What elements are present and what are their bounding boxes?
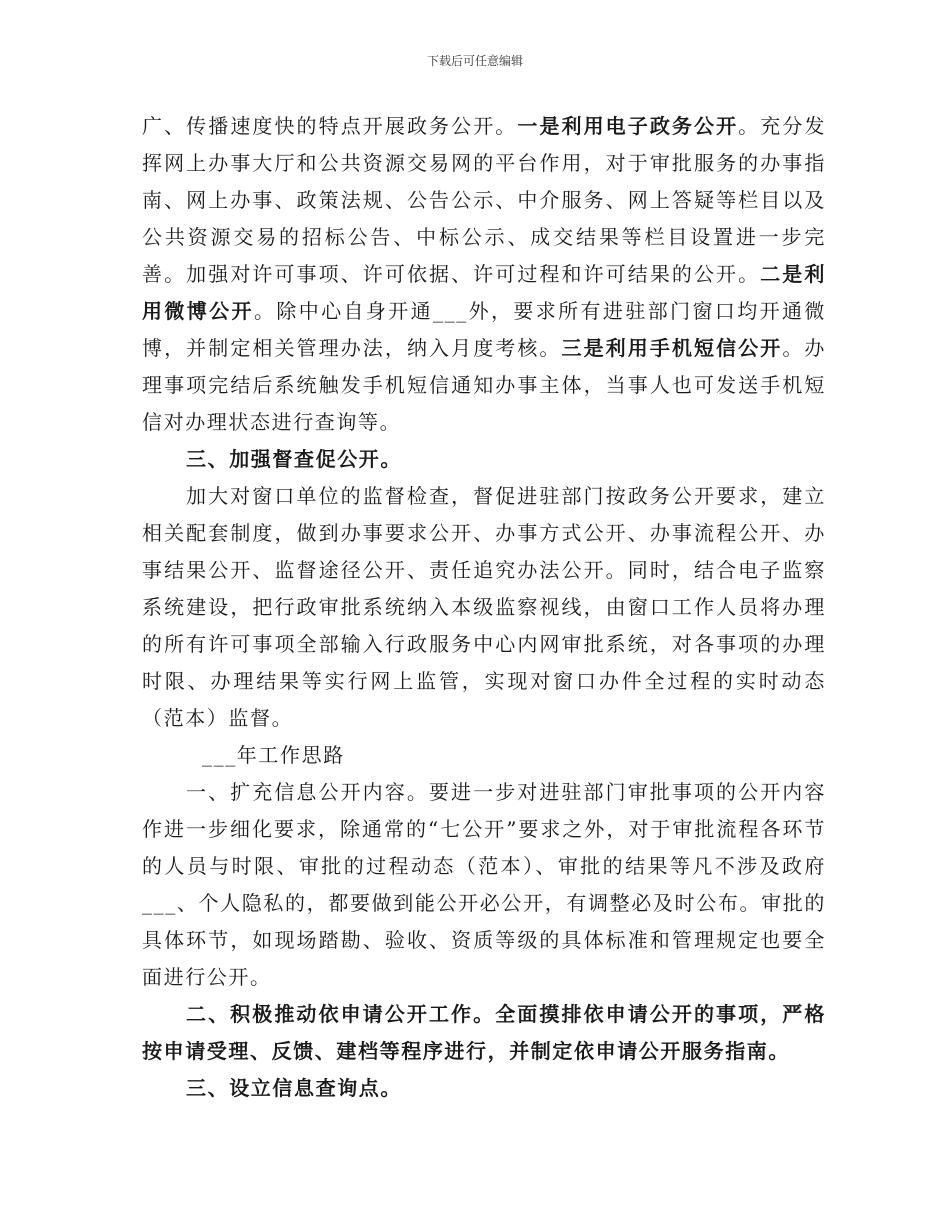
text-run: 。充分发挥网上办事大厅和公共资源交易网的平台作用，对于审批服务的办事指南、网上办事、政策法规、公告公示、中介服务、网上答疑等栏目以及公共资源交易的招标公告、中标公示、成交结果等栏目设置进一步完善。加强对许可事项、许可依据、许可过程和许可结果的公开。 — [142, 114, 826, 286]
section-heading-query-point: 三、设立信息查询点。 — [186, 1076, 402, 1100]
text-run: 广、传播速度快的特点开展政务公开。 — [142, 114, 518, 138]
text-run: 。办理事项完结后系统触发手机短信通知办事主体，当事人也可发送手机短信对办理状态进行查询等。 — [142, 336, 826, 434]
plan-title: ___年工作思路 — [202, 743, 345, 767]
bold-point-three: 三是利用手机短信公开 — [561, 336, 783, 360]
paragraph-apply-disclosure: 二、积极推动依申请公开工作。全面摸排依申请公开的事项，严格按申请受理、反馈、建档等程序进行，并制定依申请公开服务指南。 — [142, 1002, 826, 1063]
section-heading-supervision: 三、加强督查促公开。 — [186, 447, 402, 471]
paragraph-supervision: 加大对窗口单位的监督检查，督促进驻部门按政务公开要求，建立相关配套制度，做到办事要求公开、办事方式公开、办事流程公开、办事结果公开、监督途径公开、责任追究办法公开。同时，结合电子监察系统建设，把行政审批系统纳入本级监察视线，由窗口工作人员将办理的所有许可事项全部输入行政服务中心内网审批系统，对各事项的办理时限、办理结果等实行网上监管，实现对窗口办件全过程的实时动态（范本）监督。 — [142, 484, 826, 730]
page-header-note: 下载后可任意编辑 — [426, 54, 523, 68]
document-body — [142, 108, 826, 1107]
bold-point-one: 一是利用电子政务公开 — [517, 114, 739, 138]
bold-point-two: 二是利用微博公开 — [142, 262, 826, 323]
paragraph-expand-content: 一、扩充信息公开内容。要进一步对进驻部门审批事项的公开内容作进一步细化要求，除通常的“七公开”要求之外，对于审批流程各环节的人员与时限、审批的过程动态（范本）、审批的结果等凡不涉及政府___、个人隐私的，都要做到能公开必公开，有调整必及时公布。审批的具体环节，如现场踏勘、验收、资质等级的具体标准和管理规定也要全面进行公开。 — [142, 780, 826, 989]
text-run: 。除中心自身开通___外，要求所有进驻部门窗口均开通微博，并制定相关管理办法，纳入月度考核。 — [142, 299, 827, 360]
paragraph-e-government — [142, 108, 826, 441]
